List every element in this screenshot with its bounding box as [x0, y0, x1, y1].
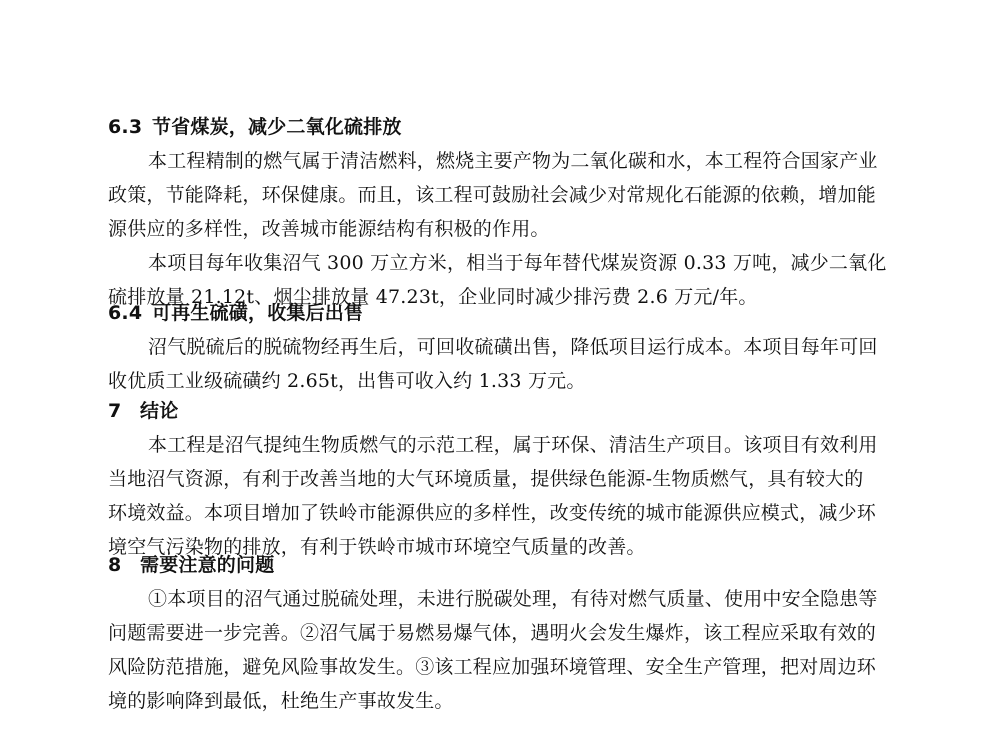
section-7: [108, 394, 908, 564]
text-line: 沼气脱硫后的脱硫物经再生后，可回收硫磺出售，降低项目运行成本。本项目每年可回: [148, 336, 878, 358]
text-line: 政策，节能降耗，环保健康。而且，该工程可鼓励社会减少对常规化石能源的依赖，增加能: [108, 184, 877, 206]
paragraph: [108, 144, 908, 246]
section-heading: [108, 296, 908, 330]
text-line: 本项目每年收集沼气 300 万立方米，相当于每年替代煤炭资源 0.33 万吨，减少二氧化: [148, 252, 887, 274]
section-6-4: [108, 296, 908, 398]
text-line: 境的影响降到最低，杜绝生产事故发生。: [108, 690, 454, 712]
section-heading: [108, 394, 908, 428]
section-8: [108, 548, 908, 718]
paragraph: [108, 330, 908, 398]
text-line: ①本项目的沼气通过脱硫处理，未进行脱碳处理，有待对燃气质量、使用中安全隐患等: [148, 588, 878, 610]
section-number: 8: [108, 554, 122, 576]
text-line: 风险防范措施，避免风险事故发生。③该工程应加强环境管理、安全生产管理，把对周边环: [108, 656, 877, 678]
section-heading: [108, 548, 908, 582]
text-line: 问题需要进一步完善。②沼气属于易燃易爆气体，遇明火会发生爆炸，该工程应采取有效的: [108, 622, 877, 644]
text-line: 本工程精制的燃气属于清洁燃料，燃烧主要产物为二氧化碳和水，本工程符合国家产业: [148, 150, 878, 172]
text-line: 环境效益。本项目增加了铁岭市能源供应的多样性，改变传统的城市能源供应模式，减少环: [108, 502, 877, 524]
section-title: 结论: [140, 400, 179, 422]
section-heading: [108, 110, 908, 144]
section-6-3: [108, 110, 908, 314]
text-line: 硫排放量 21.12t、烟尘排放量 47.23t，企业同时减少排污费 2.6 万元/年。: [108, 286, 758, 308]
text-line: 源供应的多样性，改善城市能源结构有积极的作用。: [108, 218, 550, 240]
text-line: 当地沼气资源，有利于改善当地的大气环境质量，提供绿色能源-生物质燃气，具有较大的: [108, 468, 864, 490]
section-number: 7: [108, 400, 122, 422]
section-number: 6.4: [108, 302, 143, 324]
section-title: 可再生硫磺，收集后出售: [152, 302, 364, 324]
text-line: 本工程是沼气提纯生物质燃气的示范工程，属于环保、清洁生产项目。该项目有效利用: [148, 434, 878, 456]
section-title: 需要注意的问题: [140, 554, 275, 576]
text-line: 境空气污染物的排放，有利于铁岭市城市环境空气质量的改善。: [108, 536, 646, 558]
text-line: 收优质工业级硫磺约 2.65t，出售可收入约 1.33 万元。: [108, 370, 586, 392]
section-number: 6.3: [108, 116, 143, 138]
paragraph: [108, 582, 908, 718]
paragraph: [108, 428, 908, 564]
section-title: 节省煤炭，减少二氧化硫排放: [152, 116, 402, 138]
